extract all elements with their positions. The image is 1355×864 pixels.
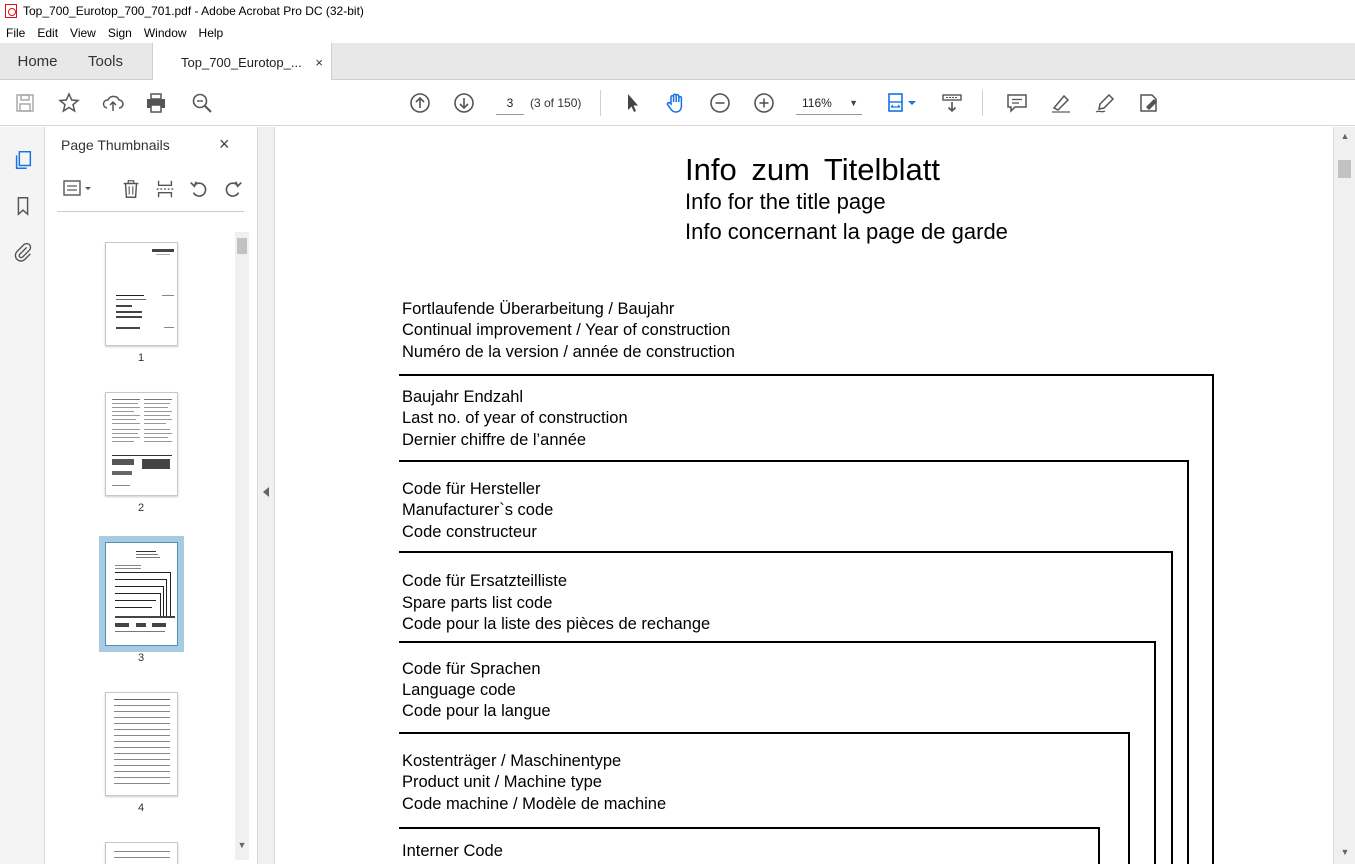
document-heading: Info zum Titelblatt	[685, 152, 940, 187]
menu-window[interactable]: Window	[143, 25, 187, 40]
scroll-down-arrow-icon[interactable]: ▼	[1340, 847, 1350, 857]
attachment-icon[interactable]	[10, 239, 36, 265]
document-view[interactable]	[276, 127, 1333, 864]
delete-page-icon[interactable]	[119, 177, 143, 201]
tab-home[interactable]: Home	[17, 52, 58, 70]
page-number-input[interactable]: 3	[496, 91, 524, 115]
page-thumbnail-label: 3	[137, 652, 145, 664]
page-thumbnails-panel	[45, 127, 258, 864]
next-page-icon[interactable]	[451, 90, 477, 116]
insert-page-icon[interactable]	[153, 177, 177, 201]
page-fit-icon[interactable]	[884, 90, 920, 116]
bracket-line	[1187, 460, 1189, 864]
block-text-de: Code für Ersatzteilliste	[402, 572, 568, 590]
scrollbar-thumb[interactable]	[237, 238, 247, 254]
bracket-line	[1098, 827, 1100, 864]
block-text-en: Manufacturer`s code	[402, 501, 554, 519]
upload-cloud-icon[interactable]	[100, 90, 126, 116]
thumbnail-options-icon[interactable]	[61, 177, 95, 201]
rotate-counterclockwise-icon[interactable]	[187, 177, 211, 201]
page-thumbnails-icon[interactable]	[10, 147, 36, 173]
scroll-up-arrow-icon[interactable]: ▲	[1340, 131, 1350, 141]
scrollbar-thumb[interactable]	[1338, 160, 1351, 178]
page-thumbnail-5[interactable]	[105, 842, 178, 864]
page-thumbnail-3[interactable]	[105, 542, 178, 646]
menu-help[interactable]: Help	[198, 25, 224, 40]
bookmark-star-icon[interactable]	[56, 90, 82, 116]
divider-line	[399, 641, 1156, 643]
previous-page-icon[interactable]	[407, 90, 433, 116]
page-thumbnail-4[interactable]	[105, 692, 178, 796]
title-bar	[0, 0, 1355, 22]
page-thumbnail-1[interactable]	[105, 242, 178, 346]
zoom-level-select[interactable]	[796, 91, 862, 115]
block-text-en: Last no. of year of construction	[402, 409, 628, 427]
menu-edit[interactable]: Edit	[37, 25, 59, 40]
close-tab-icon[interactable]: ×	[315, 54, 323, 70]
page-thumbnail-label: 2	[137, 502, 145, 514]
block-text-de: Fortlaufende Überarbeitung / Baujahr	[402, 300, 675, 318]
comment-icon[interactable]	[1004, 90, 1030, 116]
divider-line	[399, 551, 1173, 553]
thumbnail-scrollbar[interactable]	[235, 232, 249, 860]
tab-bar	[0, 43, 1355, 80]
hand-tool-icon[interactable]	[663, 90, 689, 116]
main-toolbar	[0, 80, 1355, 126]
menu-file[interactable]: File	[6, 25, 26, 40]
tab-tools[interactable]: Tools	[88, 52, 124, 70]
block-text-fr: Numéro de la version / année de construction	[402, 343, 735, 361]
block-text-fr: Code pour la langue	[402, 702, 551, 720]
page-thumbnail-2[interactable]	[105, 392, 178, 496]
block-text-de: Baujahr Endzahl	[402, 388, 524, 406]
sign-pen-icon[interactable]	[1092, 90, 1118, 116]
block-text-de: Code für Sprachen	[402, 660, 541, 678]
page-thumbnail-label: 4	[137, 802, 145, 814]
block-text-en: Continual improvement / Year of construction	[402, 321, 731, 339]
toolbar-divider	[600, 90, 601, 116]
divider-line	[399, 460, 1189, 462]
panel-splitter[interactable]	[258, 127, 275, 864]
zoom-level-value: 116%	[802, 95, 832, 110]
block-text-en: Spare parts list code	[402, 594, 553, 612]
document-scrollbar[interactable]	[1333, 127, 1355, 864]
bracket-line	[1212, 374, 1214, 864]
fill-sign-icon[interactable]	[1136, 90, 1162, 116]
document-subtitle-en: Info for the title page	[685, 189, 886, 214]
rotate-clockwise-icon[interactable]	[221, 177, 245, 201]
find-zoom-icon[interactable]	[189, 90, 215, 116]
highlight-pen-icon[interactable]	[1048, 90, 1074, 116]
page-count: (3 of 150)	[530, 96, 582, 110]
divider-line	[399, 732, 1130, 734]
menu-view[interactable]: View	[70, 25, 96, 40]
menu-bar	[0, 22, 1355, 43]
bracket-line	[1171, 551, 1173, 864]
block-text-fr: Dernier chiffre de l’année	[402, 431, 587, 449]
block-text-en: Language code	[402, 681, 516, 699]
panel-divider	[57, 211, 244, 212]
select-cursor-icon[interactable]	[619, 90, 645, 116]
document-subtitle-fr: Info concernant la page de garde	[685, 219, 1008, 244]
acrobat-pdf-icon	[5, 4, 17, 18]
document-tab-label: Top_700_Eurotop_...	[181, 54, 302, 70]
menu-sign[interactable]: Sign	[107, 25, 132, 40]
block-text-de: Kostenträger / Maschinentype	[402, 752, 622, 770]
left-navigation-rail	[0, 127, 45, 864]
close-panel-icon[interactable]: ×	[219, 134, 230, 154]
window-title: Top_700_Eurotop_700_701.pdf - Adobe Acrobat Pro DC (32-bit)	[23, 4, 364, 18]
bookmark-icon[interactable]	[10, 193, 36, 219]
block-text-fr: Code machine / Modèle de machine	[402, 795, 667, 813]
print-icon[interactable]	[143, 90, 169, 116]
panel-title: Page Thumbnails	[61, 137, 170, 153]
block-text-fr: Code constructeur	[402, 523, 537, 541]
collapse-panel-arrow-icon[interactable]	[263, 487, 269, 497]
thumbnail-list	[45, 232, 235, 864]
bracket-line	[1154, 641, 1156, 864]
chevron-down-icon: ▼	[849, 97, 858, 108]
block-text-en: Product unit / Machine type	[402, 773, 602, 791]
divider-line	[399, 374, 1214, 376]
toolbar-divider	[982, 90, 983, 116]
block-text-de: Code für Hersteller	[402, 480, 541, 498]
zoom-in-icon[interactable]	[751, 90, 777, 116]
zoom-out-icon[interactable]	[707, 90, 733, 116]
save-icon[interactable]	[12, 90, 38, 116]
bracket-line	[1128, 732, 1130, 864]
scroll-down-arrow-icon[interactable]: ▼	[237, 840, 247, 850]
page-thumbnail-label: 1	[137, 352, 145, 364]
block-text-de: Interner Code	[402, 842, 503, 860]
tab-document[interactable]	[152, 43, 332, 81]
thumbnail-toolbar	[57, 175, 247, 203]
divider-line	[399, 827, 1100, 829]
block-text-fr: Code pour la liste des pièces de rechange	[402, 615, 711, 633]
scroll-mode-icon[interactable]	[939, 90, 965, 116]
